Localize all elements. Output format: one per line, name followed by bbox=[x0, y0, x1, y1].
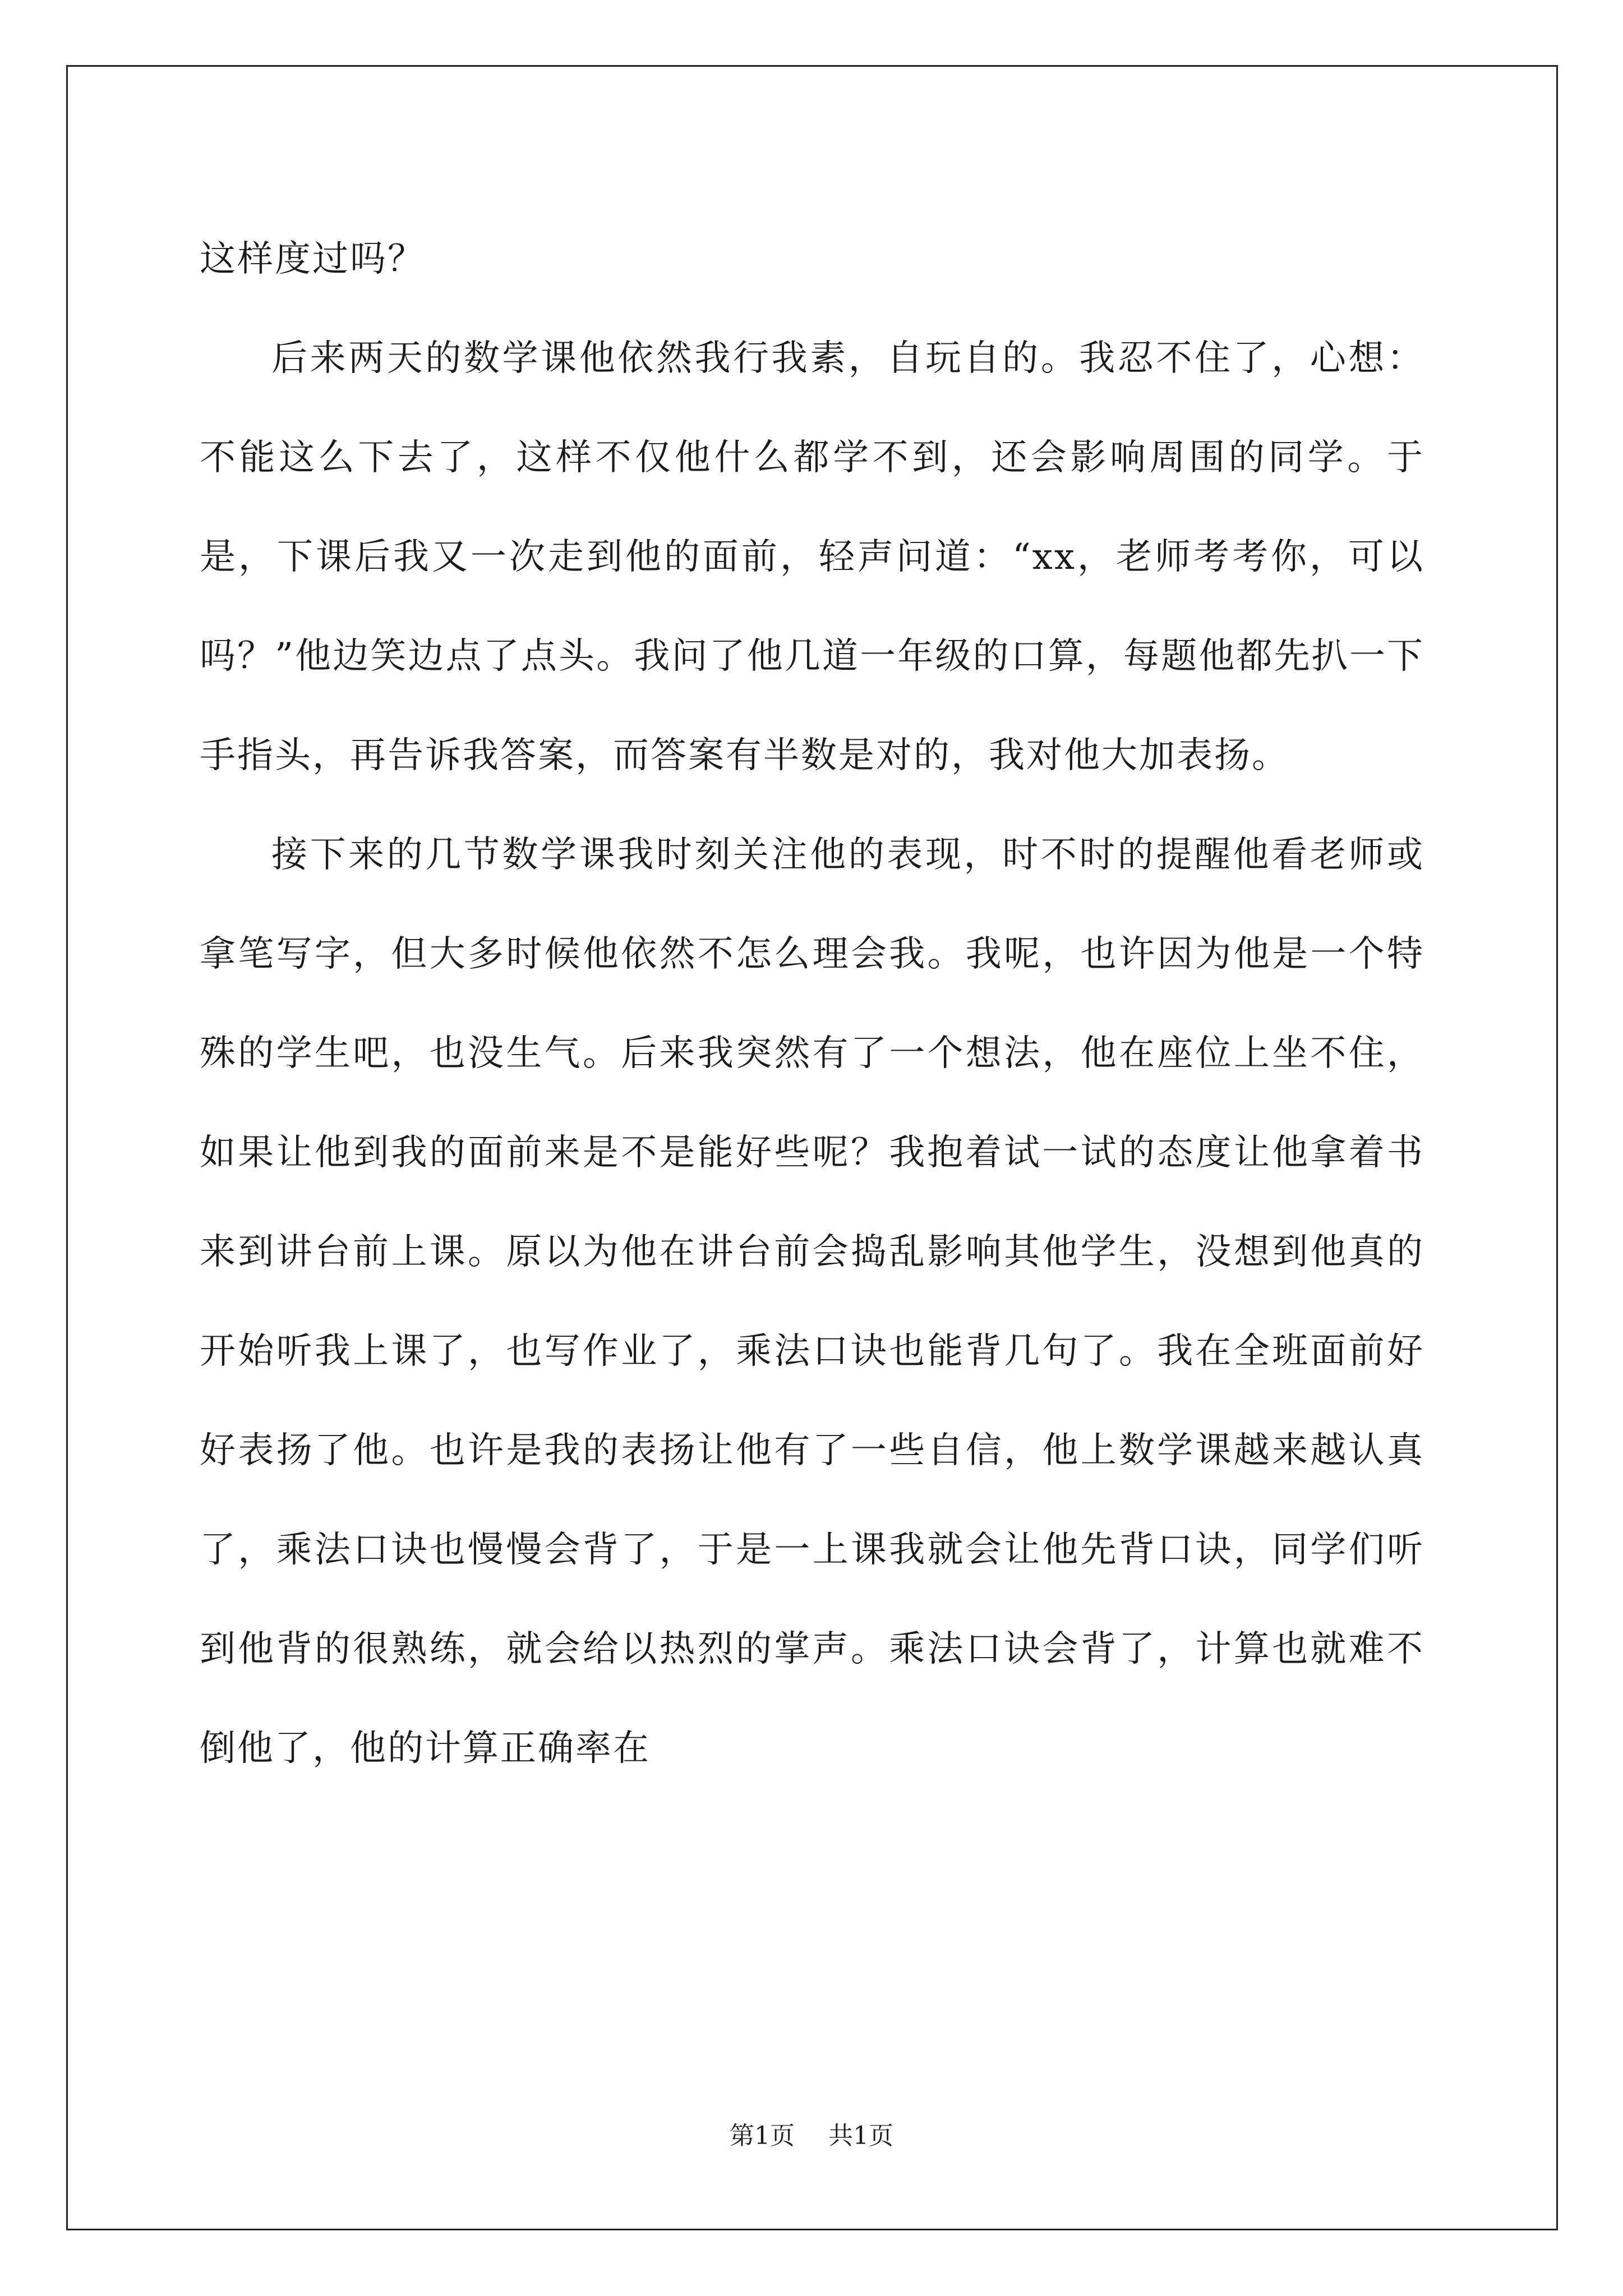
paragraph-1: 这样度过吗？ bbox=[200, 238, 425, 280]
paragraph-2: 后来两天的数学课他依然我行我素，自玩自的。我忍不住了，心想：不能这么下去了，这样不仅他什么都学不到，还会影响周围的同学。于是，下课后我又一次走到他的面前，轻声问道：“xx，老师考考你，可以吗？”他边笑边点了点头。我问了他几道一年级的口算，每题他都先扒一下手指头，再告诉我答案，而答案有半数是对的，我对他大加表扬。 bbox=[200, 338, 1424, 776]
document-body bbox=[200, 210, 1424, 1798]
page-number: 第1页 bbox=[730, 2122, 795, 2150]
page-total: 共1页 bbox=[828, 2122, 893, 2150]
page-footer bbox=[0, 2119, 1623, 2153]
paragraph-3: 接下来的几节数学课我时刻关注他的表现，时不时的提醒他看老师或拿笔写字，但大多时候他依然不怎么理会我。我呢，也许因为他是一个特殊的学生吧，也没生气。后来我突然有了一个想法，他在座位上坐不住，如果让他到我的面前来是不是能好些呢？我抱着试一试的态度让他拿着书来到讲台前上课。原以为他在讲台前会捣乱影响其他学生，没想到他真的开始听我上课了，也写作业了，乘法口诀也能背几句了。我在全班面前好好表扬了他。也许是我的表扬让他有了一些自信，他上数学课越来越认真了，乘法口诀也慢慢会背了，于是一上课我就会让他先背口诀，同学们听到他背的很熟练，就会给以热烈的掌声。乘法口诀会背了，计算也就难不倒他了，他的计算正确率在 bbox=[200, 834, 1424, 1769]
